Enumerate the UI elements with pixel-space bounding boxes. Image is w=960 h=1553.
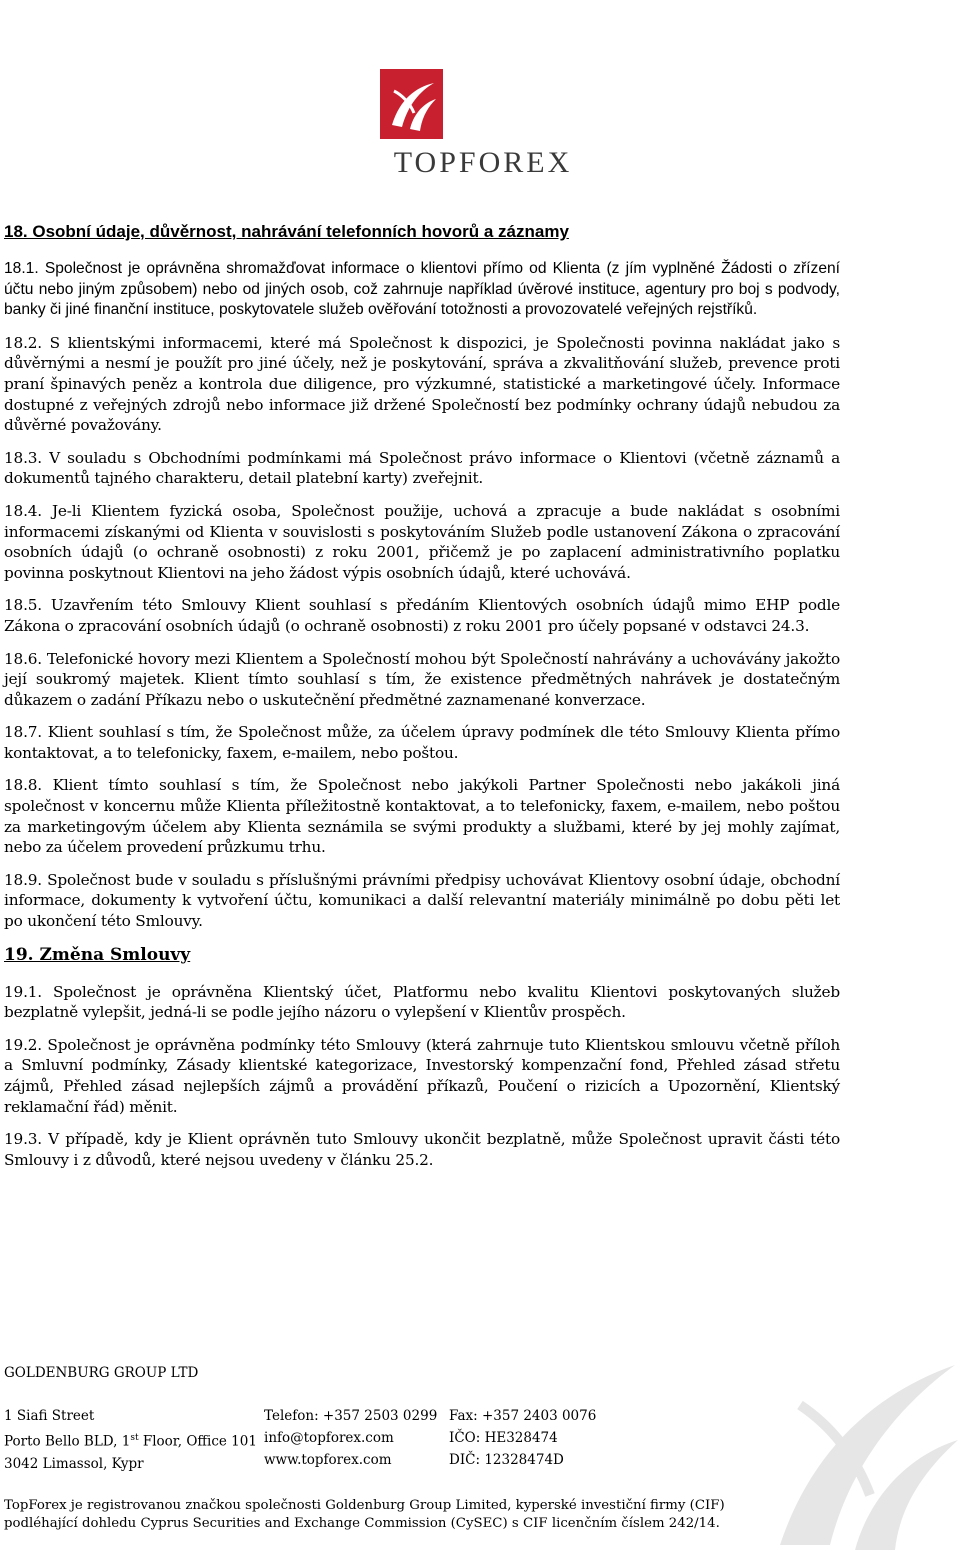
address-line-3: 3042 Limassol, Kypr	[4, 1455, 144, 1472]
paragraph-18-5: 18.5. Uzavřením této Smlouvy Klient souhlasí s předáním Klientových osobních údajů mimo EHP podle Zákona o zpracování osobních údajů (o ochraně osobnosti) z roku 2001 pro účely popsané v odstavci 24.3.	[4, 596, 840, 635]
paragraph-18-6: 18.6. Telefonické hovory mezi Klientem a Společností mohou být Společností nahrávány a uchovávány jakožto její soukromý majetek. Klient tímto souhlasí s tím, že existence předmětných nahrávek je dostatečným důkazem o zadání Příkazu nebo o uskutečnění předmětné zaznamenané konverzace.	[4, 649, 840, 709]
document-body	[4, 221, 840, 1182]
fax-number: Fax: +357 2403 0076	[449, 1408, 597, 1424]
paragraph-18-4: 18.4. Je-li Klientem fyzická osoba, Společnost použije, uchová a zpracuje a bude nakládat s osobními informacemi získanými od Klienta v souvislosti s poskytováním Služeb podle ustanovení Zákona o zpracování osobních údajů (o ochraně osobnosti) z roku 2001, přičemž je po zaplacení administrativního poplatku povinna poskytnout Klientovi na jeho žádost výpis osobních údajů, které uchovává.	[4, 501, 840, 582]
paragraph-19-2: 19.2. Společnost je oprávněna podmínky této Smlouvy (která zahrnuje tuto Klientskou smlouvu včetně příloh a Smluvní podmínky, Zásady klientské kategorizace, Investorský kompenzační fond, Přehled zásad střetu zájmů, Přehled zásad nejlepších zájmů a provádění příkazů, Poučení o rizicích a Upozornění, Klientský reklamační řád) měnit.	[4, 1035, 840, 1116]
section-19-title: 19. Změna Smlouvy	[4, 944, 191, 965]
paragraph-18-1: 18.1. Společnost je oprávněna shromažďovat informace o klientovi přímo od Klienta (z jím vyplněné Žádosti o zřízení účtu nebo jiným způsobem) nebo od jiných osob, což zahrnuje například úvěrové instituce, agentury pro boj s podvody, banky či jiné finanční instituce, poskytovatele služeb ověřování totožnosti a provozovatelé veřejných rejstříků.	[4, 260, 840, 319]
email-link[interactable]: info@topforex.com	[264, 1430, 394, 1446]
paragraph-18-8: 18.8. Klient tímto souhlasí s tím, že Společnost nebo jakýkoli Partner Společnosti nebo jakákoli jiná společnost v koncernu může Klienta příležitostně kontaktovat, a to telefonicky, faxem, e-mailem, nebo poštou za marketingovým účelem aby Klienta seznámila se svými produkty a službami, které by jej mohly zajímat, nebo za účelem provedení průzkumu trhu.	[4, 776, 840, 857]
contact-column	[264, 1405, 437, 1471]
phone-number: Telefon: +357 2503 0299	[264, 1408, 438, 1424]
address-line-1: 1 Siafi Street	[4, 1408, 95, 1424]
paragraph-19-3: 19.3. V případě, kdy je Klient oprávněn tuto Smlouvy ukončit bezplatně, může Společnost upravit části této Smlouvy i z důvodů, které nejsou uvedeny v článku 25.2.	[4, 1130, 840, 1169]
paragraph-18-9: 18.9. Společnost bude v souladu s příslušnými právními předpisy uchovávat Klientovy osobní údaje, obchodní informace, dokumenty k vytvoření účtu, komunikaci a další relevantní materiály minimálně po dobu pěti let po ukončení této Smlouvy.	[4, 870, 840, 931]
legal-notice: TopForex je registrovanou značkou společnosti Goldenburg Group Limited, kyperské investiční firmy (CIF) podléhající dohledu Cyprus Securities and Exchange Commission (CySEC) s CIF licenčním číslem 242/14.	[4, 1498, 725, 1531]
ico-number: IČO: HE328474	[449, 1430, 558, 1446]
paragraph-18-3: 18.3. V souladu s Obchodními podmínkami má Společnost právo informace o Klientovi (včetně záznamů a dokumentů tajného charakteru, detail platební karty) zveřejnit.	[4, 448, 840, 488]
logo-text: TOPFOREX	[393, 146, 573, 179]
section-18-title: 18. Osobní údaje, důvěrnost, nahrávání telefonních hovorů a záznamy	[4, 222, 569, 241]
paragraph-19-1: 19.1. Společnost je oprávněna Klientský účet, Platformu nebo kvalitu Klientovi poskytovaných služeb bezplatně vylepšit, jedná-li se podle jejího názoru o vylepšení v Klientův prospěch.	[4, 982, 840, 1022]
paragraph-18-2: 18.2. S klientskými informacemi, které má Společnost k dispozici, je Společnosti povinna nakládat jako s důvěrnými a nesmí je použít pro jiné účely, než je poskytování, správa a zkvalitňování služeb, prevence proti praní špinavých peněz a kontrola due diligence, pro výzkumné, statistické a marketingové účely. Informace dostupné z veřejných zdrojů nebo informace již držené Společností bez podmínky ochrany údajů nebudou za důvěrné považovány.	[4, 333, 840, 435]
website-link[interactable]: www.topforex.com	[264, 1452, 392, 1468]
watermark-logo-icon	[760, 1345, 960, 1553]
paragraph-18-7: 18.7. Klient souhlasí s tím, že Společnost může, za účelem úpravy podmínek dle této Smlouvy Klienta přímo kontaktovat, a to telefonicky, faxem, e-mailem, nebo poštou.	[4, 723, 840, 762]
dic-number: DIČ: 12328474D	[449, 1452, 564, 1468]
header-logo	[0, 64, 960, 184]
address-line-2: Porto Bello BLD, 1st Floor, Office 101	[4, 1433, 257, 1450]
topforex-logo-icon	[380, 69, 443, 139]
address-column	[4, 1405, 257, 1475]
company-name: GOLDENBURG GROUP LTD	[4, 1365, 199, 1381]
registration-column	[449, 1405, 596, 1471]
